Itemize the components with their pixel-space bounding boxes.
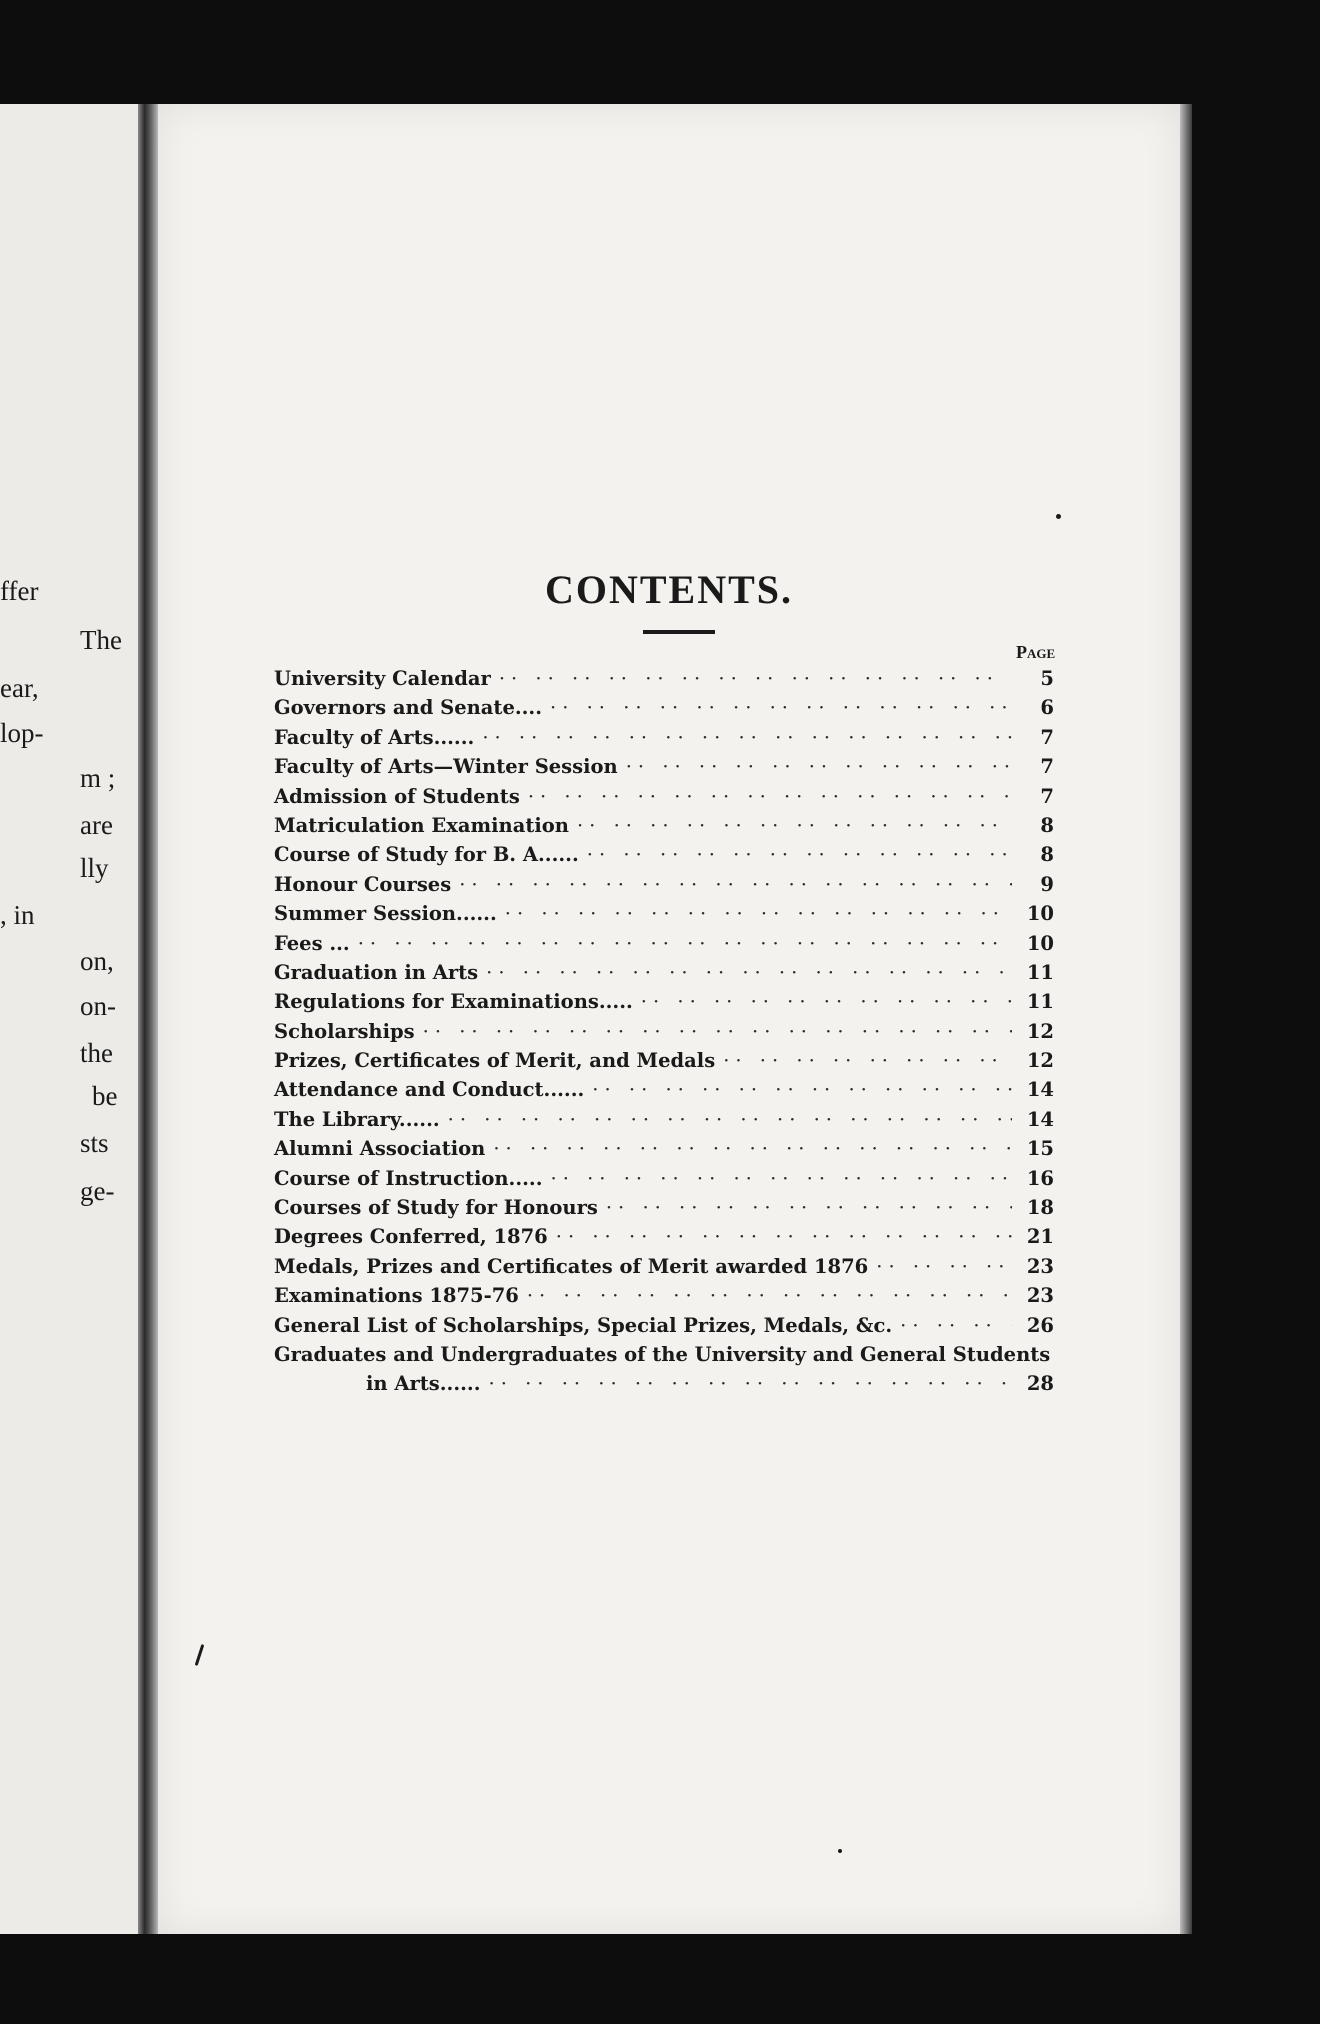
dot-leader [448,1105,1012,1134]
toc-entry [274,811,1054,840]
toc-entry-page: 8 [1040,813,1054,837]
toc-entry-label: Course of Study for B. A...... [274,843,579,867]
toc-entry-page: 14 [1026,1107,1054,1131]
toc-entry [274,1311,1054,1340]
toc-entry-page: 23 [1026,1284,1054,1308]
toc-entry-page: 18 [1026,1196,1054,1220]
dot-leader [900,1311,1012,1340]
toc-entry-page: 5 [1040,667,1054,690]
toc-entry-page: 9 [1040,872,1054,896]
toc-entry [274,1105,1054,1134]
dot-leader [551,1164,1013,1193]
toc-entry-label: Faculty of Arts...... [274,725,475,749]
left-page-fragment [0,104,150,1934]
toc-entry-page: 23 [1026,1254,1054,1278]
dot-leader [358,929,1012,958]
toc-entry-page: 7 [1040,725,1054,749]
page-edge [1180,104,1192,1934]
contents-page [158,104,1180,1934]
ink-speck [1056,514,1061,519]
left-page-text-fragment: lly [80,853,109,883]
dot-leader [499,664,1012,693]
toc-entry-page: 10 [1026,902,1054,926]
toc-entry-label: Graduation in Arts [274,960,479,984]
toc-entry-page: 26 [1026,1313,1054,1337]
dot-leader [528,782,1012,811]
dot-leader [606,1193,1012,1222]
dot-leader [486,958,1012,987]
ink-speck [195,1644,205,1666]
toc-entry-page: 28 [1026,1372,1054,1396]
toc-entry [274,1193,1054,1222]
toc-entry [274,899,1054,928]
toc-entry [274,1164,1054,1193]
toc-entry-label: Honour Courses [274,872,452,896]
toc-entry-label: Degrees Conferred, 1876 [274,1225,548,1249]
toc-entry-page: 21 [1026,1225,1054,1249]
left-page-text-fragment: m ; [80,763,116,793]
toc-entry-page: 12 [1026,1019,1054,1043]
toc-entry-label: Regulations for Examinations..... [274,990,633,1014]
left-page-text-fragment: be [92,1081,118,1111]
dot-leader [577,811,1012,840]
toc-entry-label: Admission of Students [274,784,520,808]
dot-leader [423,1017,1012,1046]
left-page-text-fragment: sts [80,1128,109,1158]
toc-entry-label: Matriculation Examination [274,813,569,837]
toc-entry-page: 6 [1040,696,1054,720]
left-page-text-fragment: ge- [80,1176,115,1206]
toc-entry-page: 11 [1026,990,1054,1014]
toc-entry-page: 11 [1026,960,1054,984]
toc-entry [274,1222,1054,1251]
left-page-text-fragment: on- [80,991,116,1021]
toc-entry [274,1046,1054,1075]
toc-entry [274,693,1054,722]
toc-entry-label: Attendance and Conduct...... [274,1078,585,1102]
toc-entry [274,1017,1054,1046]
book-gutter [138,104,160,1934]
dot-leader [550,693,1012,722]
toc-entry-label: Graduates and Undergraduates of the University and General Students [274,1342,1051,1366]
toc-entry-label: Alumni Association [274,1137,486,1161]
dot-leader [641,987,1012,1016]
dot-leader [459,870,1012,899]
toc-entry-label: Scholarships [274,1019,415,1043]
toc-entry-label: University Calendar [274,667,491,690]
toc-entry [274,1281,1054,1310]
toc-entry-page: 15 [1026,1137,1054,1161]
left-page-text-fragment: on, [80,946,114,976]
toc-entry-page: 16 [1026,1166,1054,1190]
toc-entry [274,1075,1054,1104]
dot-leader [626,752,1012,781]
toc-entry-page: 14 [1026,1078,1054,1102]
toc-entry [274,870,1054,899]
toc-entry [274,782,1054,811]
toc-entry-label: The Library...... [274,1107,440,1131]
toc-entry [274,664,1054,693]
toc-entry [274,840,1054,869]
left-page-text-fragment: ear, [0,673,39,703]
toc-entry-label: Governors and Senate.... [274,696,543,720]
left-page-text-fragment: The [80,625,122,655]
toc-entry [274,723,1054,752]
dot-leader [489,1369,1013,1398]
toc-entry-label: Fees ... [274,931,350,955]
title-rule [643,630,715,634]
ink-speck [838,1849,842,1853]
toc-entry [274,987,1054,1016]
toc-entry [274,929,1054,958]
toc-entry-label: Courses of Study for Honours [274,1196,598,1220]
toc-entry-page: 7 [1040,755,1054,779]
toc-entry-label: Examinations 1875-76 [274,1284,519,1308]
left-page-text-fragment: , in [0,900,35,930]
toc-entry-label: Medals, Prizes and Certificates of Merit awarded 1876 [274,1254,869,1278]
dot-leader [592,1075,1012,1104]
toc-entry-page: 12 [1026,1049,1054,1073]
left-page-text-fragment: lop- [0,718,44,748]
toc-entry [274,1369,1054,1398]
left-page-text-fragment: ffer [0,576,39,606]
toc-entry-wrapped-line [274,1340,1054,1369]
toc-entry [274,752,1054,781]
dot-leader [876,1252,1012,1281]
toc-entry-label: General List of Scholarships, Special Prizes, Medals, &c. [274,1313,893,1337]
toc-entry-page: 8 [1040,843,1054,867]
toc-entry [274,958,1054,987]
toc-entry-label: Summer Session...... [274,902,497,926]
dot-leader [505,899,1012,928]
toc-entry-label: Course of Instruction..... [274,1166,543,1190]
page-title: CONTENTS. [544,567,794,612]
left-page-text-fragment: the [80,1038,113,1068]
toc-entry-page: 7 [1040,784,1054,808]
page-column-heading: Page [1016,642,1056,662]
dot-leader [482,723,1012,752]
left-page-text-fragment: are [80,810,113,840]
dot-leader [587,840,1012,869]
toc-entry-label: Faculty of Arts—Winter Session [274,755,618,779]
dot-leader [493,1134,1012,1163]
toc-entry [274,1134,1054,1163]
table-of-contents [274,664,1054,1399]
toc-entry [274,1252,1054,1281]
toc-entry-label: Prizes, Certificates of Merit, and Medals [274,1049,716,1073]
dot-leader [723,1046,1012,1075]
toc-entry-page: 10 [1026,931,1054,955]
dot-leader [556,1222,1012,1251]
toc-entry-label: in Arts...... [366,1372,481,1396]
dot-leader [527,1281,1012,1310]
